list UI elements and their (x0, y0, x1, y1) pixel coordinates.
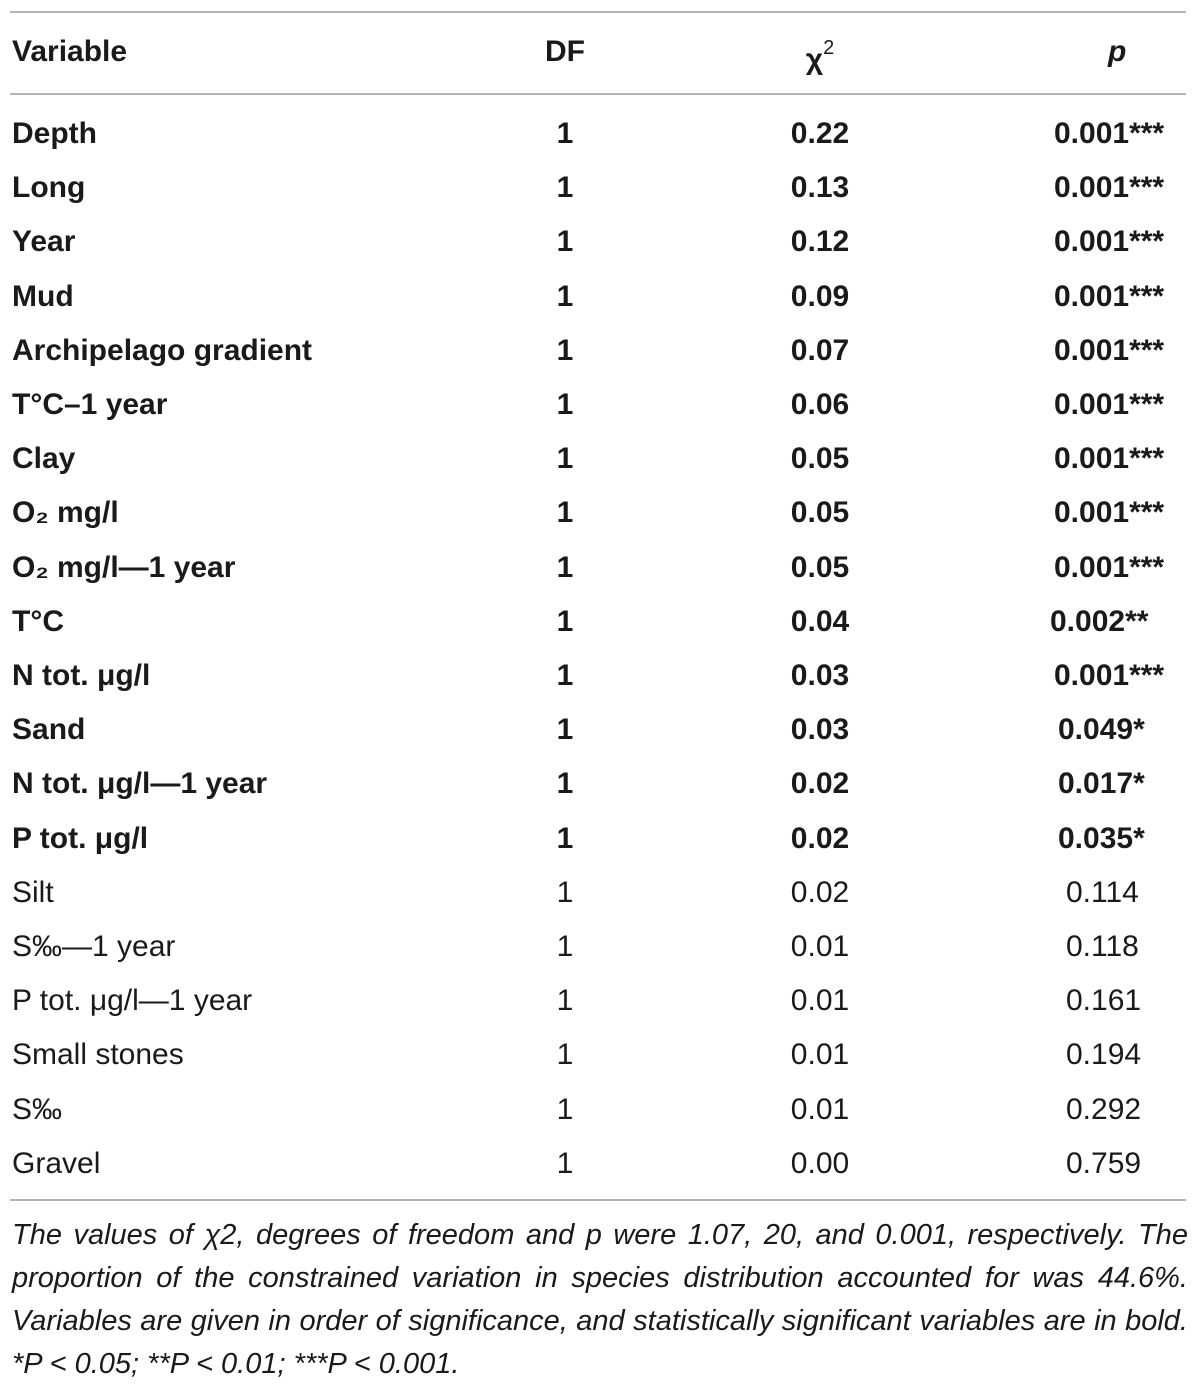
chi-square-cell: 0.06 (790, 388, 850, 421)
table-row (0, 974, 1200, 1028)
p-value-cell: 0.161 (1066, 984, 1142, 1017)
variable-cell: Gravel (12, 1147, 101, 1180)
p-value-cell: 0.759 (1066, 1147, 1142, 1180)
chi-square-cell: 0.04 (790, 605, 850, 638)
header-df: DF (545, 35, 585, 68)
df-cell: 1 (556, 442, 574, 475)
df-cell: 1 (556, 1093, 574, 1126)
df-cell: 1 (556, 1038, 574, 1071)
chi-square-cell: 0.01 (790, 984, 850, 1017)
table-row (0, 107, 1200, 161)
header-chi-superscript: 2 (823, 37, 835, 59)
chi-square-cell: 0.01 (790, 1038, 850, 1071)
variable-cell: N tot. μg/l—1 year (12, 767, 268, 800)
df-cell: 1 (556, 984, 574, 1017)
chi-square-cell: 0.02 (790, 822, 850, 855)
df-cell: 1 (556, 767, 574, 800)
p-value-cell: 0.001*** (1054, 225, 1165, 258)
header-p: p (1108, 35, 1127, 68)
df-cell: 1 (556, 876, 574, 909)
df-cell: 1 (556, 280, 574, 313)
table-row (0, 1028, 1200, 1082)
table-row (0, 378, 1200, 432)
chi-square-cell: 0.02 (790, 876, 850, 909)
variable-cell: Mud (12, 280, 74, 313)
table-row (0, 215, 1200, 269)
variable-cell: O₂ mg/l (12, 496, 119, 529)
table-row (0, 1137, 1200, 1191)
table-row (0, 324, 1200, 378)
p-value-cell: 0.001*** (1054, 496, 1165, 529)
variable-cell: T°C (12, 605, 64, 638)
table-row (0, 920, 1200, 974)
p-value-cell: 0.001*** (1054, 659, 1165, 692)
variable-cell: T°C–1 year (12, 388, 168, 421)
header-variable: Variable (12, 35, 128, 68)
variable-cell: P tot. μg/l (12, 822, 149, 855)
df-cell: 1 (556, 117, 574, 150)
p-value-cell: 0.001*** (1054, 280, 1165, 313)
chi-square-cell: 0.00 (790, 1147, 850, 1180)
p-value-cell: 0.118 (1066, 930, 1139, 963)
p-value-cell: 0.001*** (1054, 117, 1165, 150)
p-value-cell: 0.001*** (1054, 334, 1165, 367)
chi-square-cell: 0.05 (790, 442, 850, 475)
table-row (0, 757, 1200, 811)
chi-square-cell: 0.22 (790, 117, 850, 150)
df-cell: 1 (556, 334, 574, 367)
p-value-cell: 0.001*** (1054, 551, 1165, 584)
chi-square-cell: 0.09 (790, 280, 850, 313)
table-row (0, 270, 1200, 324)
table-row (0, 541, 1200, 595)
table-row (0, 649, 1200, 703)
chi-square-cell: 0.05 (790, 551, 850, 584)
variable-cell: S‰—1 year (12, 930, 176, 963)
chi-square-cell: 0.03 (790, 713, 850, 746)
chi-square-cell: 0.02 (790, 767, 850, 800)
chi-square-cell: 0.13 (790, 171, 850, 204)
p-value-cell: 0.292 (1066, 1093, 1142, 1126)
table-row (0, 161, 1200, 215)
p-value-cell: 0.002** (1050, 605, 1149, 638)
chi-square-cell: 0.01 (790, 1093, 850, 1126)
top-rule (10, 11, 1186, 13)
variable-cell: Long (12, 171, 86, 204)
variable-cell: Sand (12, 713, 86, 746)
df-cell: 1 (556, 713, 574, 746)
p-value-cell: 0.001*** (1054, 442, 1165, 475)
variable-cell: Depth (12, 117, 97, 150)
p-value-cell: 0.017* (1058, 767, 1145, 800)
df-cell: 1 (556, 496, 574, 529)
header-row (0, 25, 1200, 79)
p-value-cell: 0.001*** (1054, 171, 1165, 204)
variable-cell: Archipelago gradient (12, 334, 313, 367)
df-cell: 1 (556, 388, 574, 421)
table-footnote: The values of χ2, degrees of freedom and p were 1.07, 20, and 0.001, respectively. The proportion of the constrained variation in species distribution accounted for was 44.6%. Variables are given in order of significance, and statistically significant variables are in bold. *P < 0.05; **P < 0.01; ***P < 0.001. (12, 1219, 1188, 1380)
df-cell: 1 (556, 171, 574, 204)
header-chi-symbol: χ (805, 43, 824, 76)
table-row (0, 812, 1200, 866)
variable-cell: S‰ (12, 1093, 63, 1126)
chi-square-cell: 0.01 (790, 930, 850, 963)
table-row (0, 1083, 1200, 1137)
table-row (0, 703, 1200, 757)
header-rule (10, 93, 1186, 95)
variable-cell: Silt (12, 876, 54, 909)
variable-cell: Year (12, 225, 76, 258)
variable-cell: O₂ mg/l—1 year (12, 551, 236, 584)
bottom-rule (10, 1199, 1186, 1201)
variable-cell: Clay (12, 442, 76, 475)
table-row (0, 432, 1200, 486)
variable-cell: P tot. μg/l—1 year (12, 984, 253, 1017)
df-cell: 1 (556, 605, 574, 638)
table-row (0, 866, 1200, 920)
df-cell: 1 (556, 930, 574, 963)
df-cell: 1 (556, 822, 574, 855)
p-value-cell: 0.194 (1066, 1038, 1142, 1071)
variable-cell: Small stones (12, 1038, 184, 1071)
chi-square-cell: 0.12 (790, 225, 850, 258)
df-cell: 1 (556, 1147, 574, 1180)
chi-square-cell: 0.07 (790, 334, 850, 367)
df-cell: 1 (556, 225, 574, 258)
variable-cell: N tot. μg/l (12, 659, 151, 692)
p-value-cell: 0.001*** (1054, 388, 1165, 421)
df-cell: 1 (556, 551, 574, 584)
table-row (0, 595, 1200, 649)
df-cell: 1 (556, 659, 574, 692)
p-value-cell: 0.114 (1066, 876, 1139, 909)
p-value-cell: 0.035* (1058, 822, 1145, 855)
p-value-cell: 0.049* (1058, 713, 1145, 746)
chi-square-cell: 0.03 (790, 659, 850, 692)
table-row (0, 486, 1200, 540)
chi-square-cell: 0.05 (790, 496, 850, 529)
header-chi-square (770, 25, 870, 87)
